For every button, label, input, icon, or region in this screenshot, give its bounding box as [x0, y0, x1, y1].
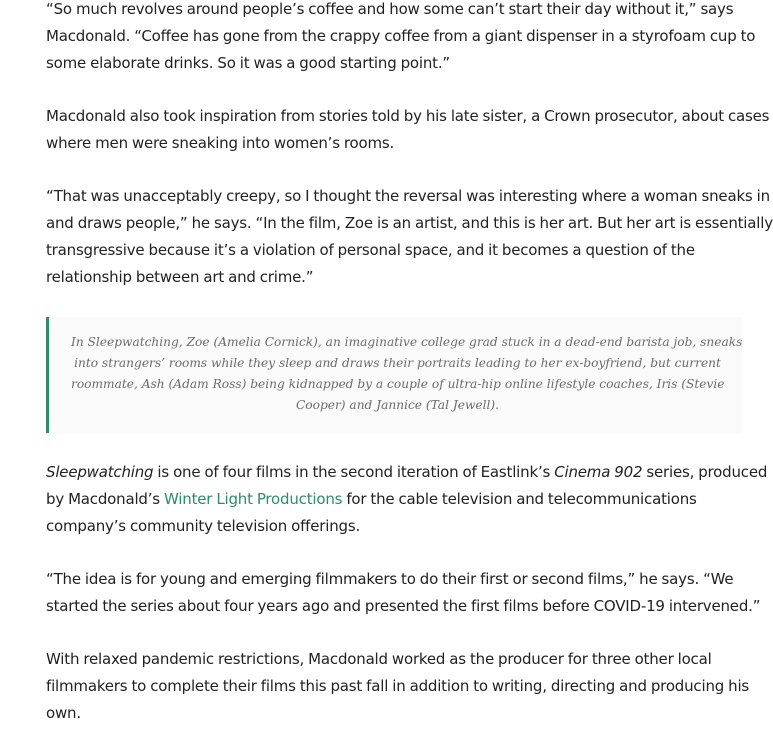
text-line: and draws people,” he says. “In the film, Zoe is an artist, and this is her art. But her art is essentially [46, 214, 773, 232]
text-line: Macdonald also took inspiration from stories told by his late sister, a Crown prosecutor, about cases [46, 107, 770, 125]
text-line [46, 459, 768, 486]
paragraph-producer [46, 646, 750, 727]
text-line: “That was unacceptably creepy, so I thought the reversal was interesting where a woman sneaks in [46, 187, 770, 205]
text-line: started the series about four years ago and presented the first films before COVID-19 intervened.” [46, 597, 761, 615]
article-body [46, 0, 773, 753]
quote-line: into strangers’ rooms while they sleep and draws their portraits leading to her ex-boyfriend, but current [74, 356, 721, 370]
text-line: transgressive because it’s a violation of personal space, and it becomes a question of the [46, 241, 695, 259]
text-line: filmmakers to complete their films this past fall in addition to writing, directing and producing his [46, 677, 750, 695]
text-line [46, 486, 742, 513]
text-line: own. [46, 704, 81, 722]
text-fragment: is one of four films in the second iteration of Eastlink’s [153, 463, 555, 481]
text-line: With relaxed pandemic restrictions, Macdonald worked as the producer for three other local [46, 650, 712, 668]
text-line: some elaborate drinks. So it was a good starting point.” [46, 54, 450, 72]
paragraph-series [46, 459, 768, 540]
text-fragment: series, produced [642, 463, 768, 481]
text-line: relationship between art and crime.” [46, 268, 314, 286]
winter-light-productions-link[interactable]: Winter Light Productions [164, 490, 343, 508]
pull-quote [46, 317, 742, 433]
paragraph-creepy [46, 183, 773, 291]
film-title: Sleepwatching [46, 463, 154, 481]
text-line: where men were sneaking into women’s rooms. [46, 134, 395, 152]
paragraph-idea [46, 566, 761, 620]
text-fragment: for the cable television and telecommunications [342, 490, 697, 508]
text-line: company’s community television offerings. [46, 517, 361, 535]
text-fragment: by Macdonald’s [46, 490, 164, 508]
quote-line: roommate, Ash (Adam Ross) being kidnapped by a couple of ultra-hip online lifestyle coaches, Iris (Stevie [71, 377, 725, 391]
text-line: “So much revolves around people’s coffee and how some can’t start their day without it,” says [46, 0, 734, 18]
text-line: “The idea is for young and emerging filmmakers to do their first or second films,” he says. “We [46, 570, 734, 588]
text-line: Macdonald. “Coffee has gone from the crappy coffee from a giant dispenser in a styrofoam cup to [46, 27, 756, 45]
paragraph-inspiration [46, 103, 770, 157]
quote-line: In Sleepwatching, Zoe (Amelia Cornick), an imaginative college grad stuck in a dead-end barista job, sneaks [71, 335, 743, 349]
quote-line: Cooper) and Jannice (Tal Jewell). [295, 398, 500, 412]
series-title: Cinema 902 [554, 463, 643, 481]
paragraph-coffee [46, 0, 756, 77]
